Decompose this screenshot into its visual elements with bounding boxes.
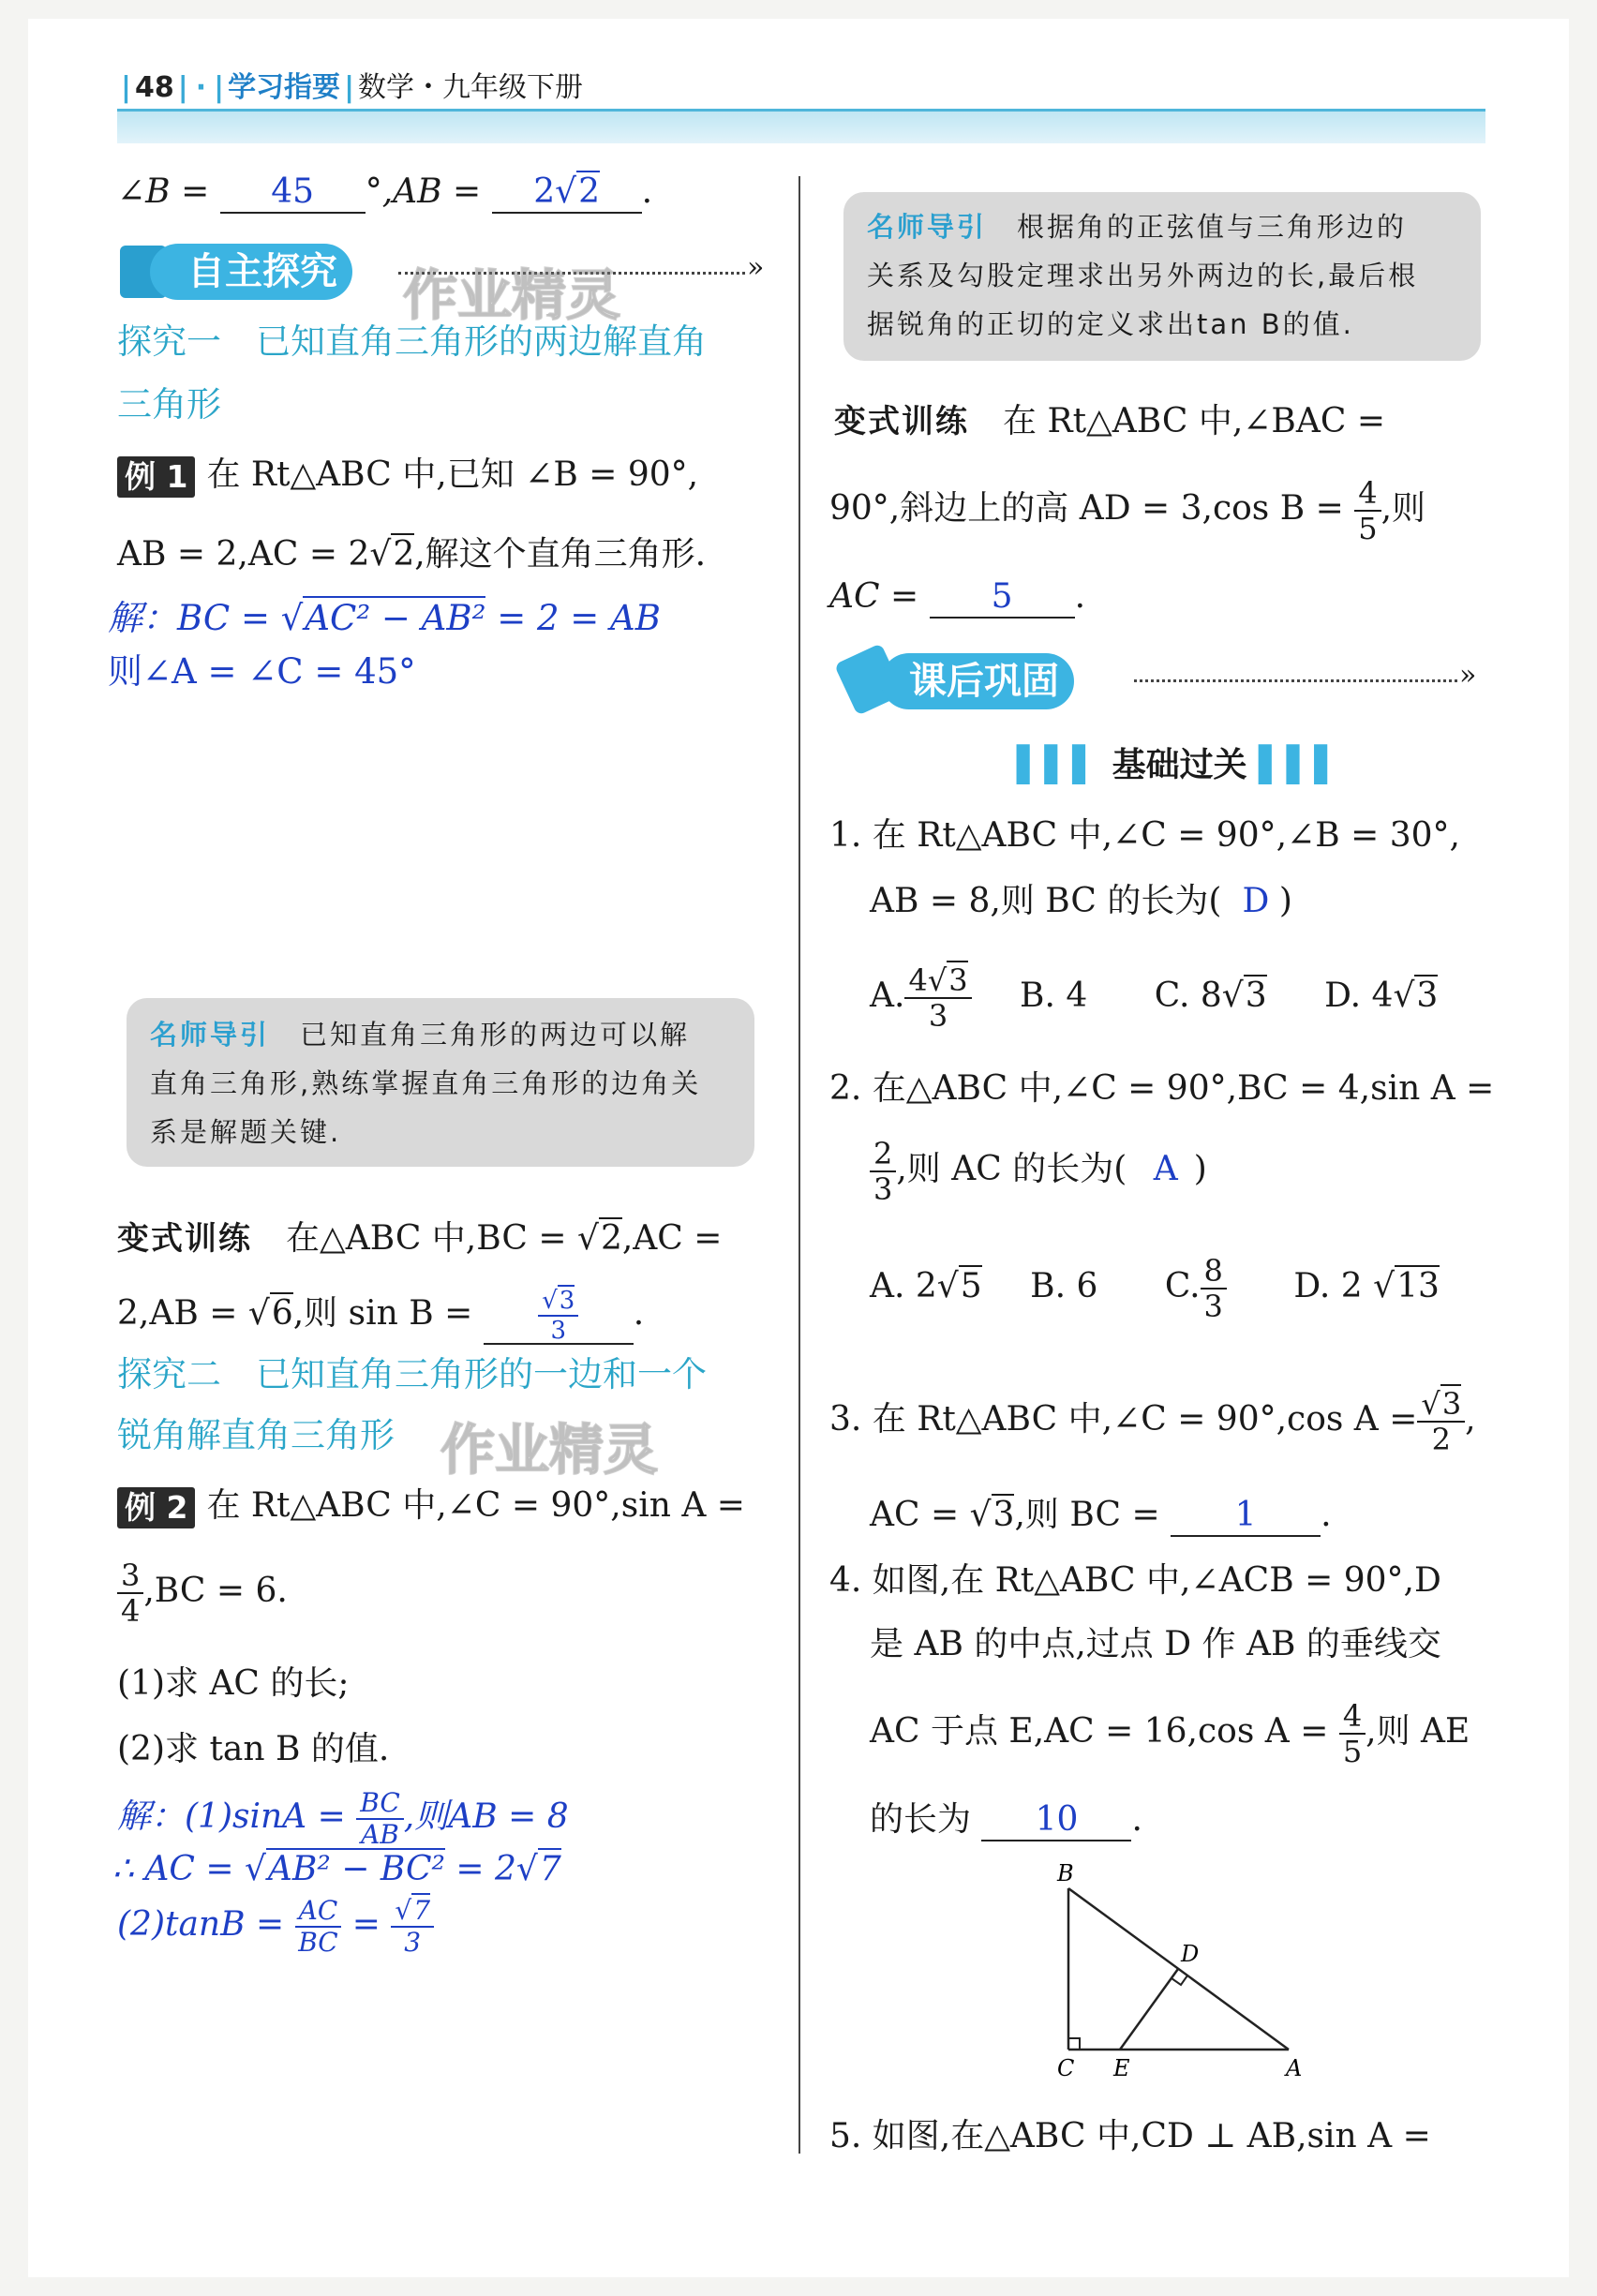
label-d: D: [1181, 1941, 1200, 1967]
example1-tag: 例 1: [117, 456, 195, 498]
blank-ae: 10: [981, 1799, 1131, 1841]
q2-line1: 2. 在△ABC 中,∠C = 90°,BC = 4,sin A =: [829, 1069, 1495, 1108]
variant2-line3: AC = 5 .: [829, 576, 1085, 619]
q1-option-c: C. 8√3: [1154, 977, 1267, 1015]
q4-line3: AC 于点 E,AC = 16,cos A = $\frac{4}{5}$ ,则 AE: [870, 1698, 1470, 1769]
label-b: B: [1057, 1860, 1074, 1886]
example1-line1: 例 1 在 Rt△ABC 中,已知 ∠B = 90°,: [117, 455, 698, 498]
segment-ab: [1068, 1888, 1289, 2050]
q1-option-d: D. 4√3: [1324, 977, 1439, 1015]
example2-solution-line1: 解：(1)sinA = $\frac{BC}{AB}$ ,则AB = 8: [117, 1787, 569, 1850]
q5-line1: 5. 如图,在△ABC 中,CD ⊥ AB,sin A =: [829, 2117, 1431, 2155]
subheading-basics: ▌▌▌ 基础过关 ▌▌▌: [1017, 746, 1343, 784]
variant2-line2: 90°,斜边上的高 AD = 3,cos B = $\frac{4}{5}$ ,则: [829, 475, 1426, 546]
explore1-title-line1: 探究一 已知直角三角形的两边解直角: [117, 321, 707, 362]
q1-option-b: B. 4: [1020, 977, 1088, 1015]
q2-options: [870, 1253, 1440, 1324]
explore2-title-line2: 锐角解直角三角形: [117, 1415, 395, 1455]
q4-line1: 4. 如图,在 Rt△ABC 中,∠ACB = 90°,D: [829, 1561, 1441, 1600]
label-e: E: [1113, 2055, 1130, 2081]
section-badge-after-class: 课后巩固: [881, 653, 1074, 709]
q2-line2: $\frac{2}{3}$ ,则 AC 的长为( A ): [870, 1139, 1207, 1204]
blank-ab: 2√2: [492, 171, 642, 214]
q2-option-c: C. $\frac{8}{3}$: [1165, 1267, 1227, 1305]
blank-angle-b: 45: [220, 171, 366, 214]
triangle-figure: [1040, 1860, 1321, 2085]
tip1-line3: 系是解题关键.: [150, 1116, 342, 1148]
q2-answer: A: [1153, 1150, 1178, 1188]
q4-line2: 是 AB 的中点,过点 D 作 AB 的垂线交: [870, 1625, 1441, 1663]
q1-options: [870, 962, 1439, 1034]
variant2-title: 变式训练: [834, 403, 969, 440]
q1-option-a: A. $\frac{4√3}{3}$: [870, 977, 972, 1015]
subject-name: 数学・九年级下册: [358, 71, 584, 104]
page-header: | 48 | · | 学习指要 | 数学・九年级下册: [121, 71, 584, 104]
watermark: 作业精灵: [440, 1418, 659, 1482]
label-c: C: [1057, 2055, 1075, 2081]
answer-line-angle-b: ∠B = 45 °,AB = 2√2 .: [117, 171, 652, 214]
explore1-title-line2: 三角形: [117, 384, 221, 425]
watermark: 作业精灵: [403, 263, 621, 327]
segment-de: [1120, 1969, 1178, 2050]
q2-option-a: A. 2√5: [870, 1267, 982, 1305]
explore2-title-line1: 探究二 已知直角三角形的一边和一个: [117, 1354, 707, 1394]
right-angle-d: [1172, 1975, 1187, 1985]
q2-option-b: B. 6: [1030, 1267, 1098, 1305]
example1-solution-line2: 则∠A = ∠C = 45°: [108, 651, 416, 692]
tip1-line1: 名师导引 已知直角三角形的两边可以解: [150, 1019, 691, 1051]
dotted-rule: [1134, 679, 1457, 682]
variant1-title: 变式训练: [117, 1220, 252, 1258]
example2-solution-line3: (2)tanB = $\frac{AC}{BC}$ = $\frac{√7}{3}$: [117, 1898, 434, 1956]
q3-line1: 3. 在 Rt△ABC 中,∠C = 90°,cos A = $\frac{√3}{2}$ ,: [829, 1386, 1476, 1457]
example2-line2: $\frac{3}{4}$ ,BC = 6.: [117, 1560, 288, 1626]
blank-sin-b: $\frac{√3}{3}$: [484, 1289, 634, 1345]
column-divider: [798, 176, 800, 2154]
example1-solution-line1: 解：BC = √AC² − AB² = 2 = AB: [108, 598, 661, 638]
q3-line2: AC = √3,则 BC = 1 .: [870, 1495, 1332, 1537]
series-name: 学习指要: [228, 71, 341, 104]
tip2-line2: 关系及勾股定理求出另外两边的长,最后根: [867, 260, 1419, 291]
q1-answer: D: [1242, 882, 1270, 920]
right-angle-c: [1068, 2038, 1080, 2050]
variant1-line2: 2,AB = √6,则 sin B = $\frac{√3}{3}$ .: [117, 1287, 645, 1345]
q1-line2: AB = 8,则 BC 的长为( D ): [870, 882, 1292, 920]
tip1-line2: 直角三角形,熟练掌握直角三角形的边角关: [150, 1067, 702, 1099]
label-a: A: [1286, 2055, 1303, 2081]
variant1-line1: 变式训练 在△ABC 中,BC = √2,AC =: [117, 1219, 723, 1258]
variant2-line1: 变式训练 在 Rt△ABC 中,∠BAC =: [834, 402, 1386, 440]
q2-option-d: D. 2 √13: [1293, 1267, 1440, 1305]
q1-line1: 1. 在 Rt△ABC 中,∠C = 90°,∠B = 30°,: [829, 816, 1460, 855]
header-band: [117, 109, 1485, 143]
page-number: 48: [134, 71, 174, 104]
rule-arrow-icon: »: [1459, 659, 1477, 692]
example1-line2: AB = 2,AC = 2√2,解这个直角三角形.: [117, 535, 707, 574]
blank-bc: 1: [1171, 1495, 1321, 1537]
example2-question1: (1)求 AC 的长;: [117, 1664, 350, 1703]
rule-arrow-icon: »: [747, 251, 765, 284]
section-badge-self-explore: 自主探究: [150, 244, 352, 300]
example2-line1: 例 2 在 Rt△ABC 中,∠C = 90°,sin A =: [117, 1485, 745, 1528]
tip2-line3: 据锐角的正切的定义求出tan B的值.: [867, 308, 1354, 340]
q4-line4: 的长为 10 .: [870, 1799, 1142, 1841]
tip2-line1: 名师导引 根据角的正弦值与三角形边的: [867, 211, 1408, 243]
blank-ac: 5: [930, 576, 1075, 619]
example2-solution-line2: ∴ AC = √AB² − BC² = 2√7: [112, 1850, 561, 1888]
example2-question2: (2)求 tan B 的值.: [117, 1730, 390, 1768]
example2-tag: 例 2: [117, 1487, 195, 1528]
